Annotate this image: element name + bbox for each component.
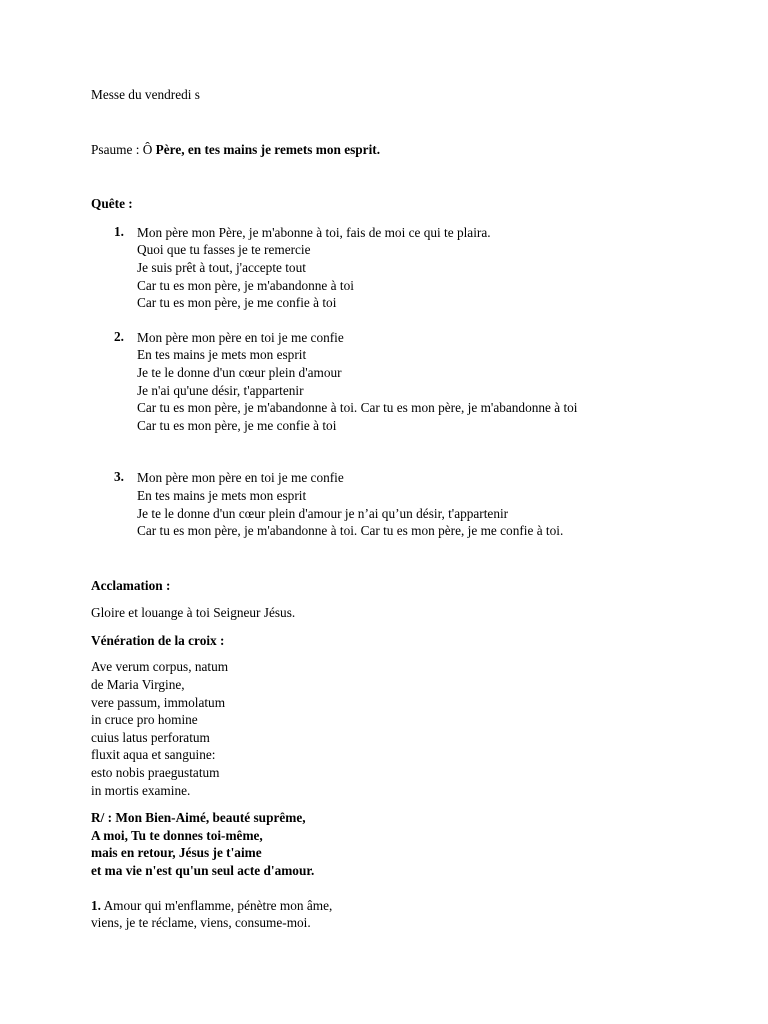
- list-line: Je suis prêt à tout, j'accepte tout: [137, 259, 306, 275]
- psaume-text: Père, en tes mains je remets mon esprit.: [155, 141, 381, 157]
- list-line: Car tu es mon père, je m'abandonne à toi. Car tu es mon père, je me confie à toi.: [137, 523, 564, 539]
- hymn-line: de Maria Virgine,: [91, 677, 185, 693]
- latin-hymn: [91, 658, 731, 799]
- refrain-line: mais en retour, Jésus je t'aime: [91, 845, 262, 861]
- verse-line: [91, 897, 731, 915]
- hymn-line: cuius latus perforatum: [91, 729, 210, 745]
- hymn-line: in mortis examine.: [91, 782, 191, 798]
- hymn-line: fluxit aqua et sanguine:: [91, 747, 216, 763]
- quete-heading: Quête :: [91, 196, 133, 212]
- refrain-line: et ma vie n'est qu'un seul acte d'amour.: [91, 863, 315, 878]
- list-number: 3.: [114, 469, 124, 485]
- quete-item-1: [91, 224, 731, 312]
- psaume-line: [91, 141, 731, 159]
- list-line: Je n'ai qu'une désir, t'appartenir: [137, 382, 304, 398]
- verse-text: Amour qui m'enflamme, pénètre mon âme,: [100, 897, 333, 913]
- quete-item-3: [91, 469, 731, 539]
- list-line: Mon père mon père en toi je me confie: [137, 470, 344, 486]
- hymn-line: in cruce pro homine: [91, 712, 198, 728]
- list-line: En tes mains je mets mon esprit: [137, 487, 307, 503]
- quete-list: [91, 224, 731, 540]
- hymn-line: Ave verum corpus, natum: [91, 659, 229, 675]
- list-line: Car tu es mon père, je m'abandonne à toi. Car tu es mon père, je m'abandonne à toi: [137, 400, 578, 416]
- list-number: 1.: [114, 223, 124, 239]
- list-line: Car tu es mon père, je me confie à toi: [137, 417, 337, 433]
- document-title: Messe du vendredi s: [91, 87, 200, 102]
- list-line: En tes mains je mets mon esprit: [137, 347, 307, 363]
- veneration-heading: Vénération de la croix :: [91, 632, 225, 648]
- acclamation-heading: Acclamation :: [91, 577, 171, 593]
- acclamation-text: Gloire et louange à toi Seigneur Jésus.: [91, 605, 296, 621]
- refrain-line: A moi, Tu te donnes toi-même,: [91, 827, 263, 843]
- list-number: 2.: [114, 328, 124, 344]
- verse-line: viens, je te réclame, viens, consume-moi.: [91, 915, 311, 931]
- list-line: Mon père mon Père, je m'abonne à toi, fais de moi ce qui te plaira.: [137, 224, 491, 240]
- verse-number: 1.: [91, 897, 101, 913]
- list-line: Car tu es mon père, je me confie à toi: [137, 295, 337, 311]
- refrain-line: R/ : Mon Bien-Aimé, beauté suprême,: [91, 810, 306, 826]
- refrain: [91, 809, 731, 879]
- hymn-line: esto nobis praegustatum: [91, 765, 220, 781]
- verse-1: [91, 897, 731, 932]
- list-line: Car tu es mon père, je m'abandonne à toi: [137, 277, 354, 293]
- hymn-line: vere passum, immolatum: [91, 694, 226, 710]
- quete-item-2: [91, 329, 731, 435]
- list-line: Mon père mon père en toi je me confie: [137, 329, 344, 345]
- list-line: Quoi que tu fasses je te remercie: [137, 242, 311, 258]
- psaume-label: Psaume : Ô: [91, 141, 156, 157]
- document-page: [91, 86, 731, 932]
- list-line: Je te le donne d'un cœur plein d'amour: [137, 364, 342, 380]
- list-line: Je te le donne d'un cœur plein d'amour je n’ai qu’un désir, t'appartenir: [137, 505, 509, 521]
